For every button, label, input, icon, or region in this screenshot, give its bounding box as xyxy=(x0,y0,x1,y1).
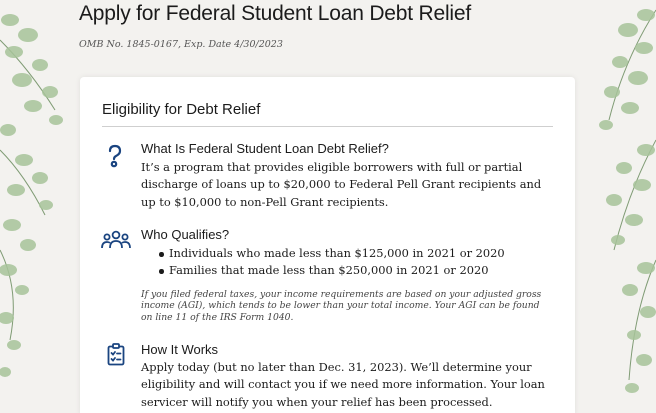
list-item: Families that made less than $250,000 in 2021 or 2020 xyxy=(141,262,505,279)
block-text-how-it-works: Apply today (but no later than Dec. 31, 2023). We’ll determine your eligibility and will contact you if we need more information. Your loan servicer will notify you when your relief has been processed. xyxy=(141,360,545,409)
agi-note: If you filed federal taxes, your income requirements are based on your adjusted gross income (AGI), which tends to be lower than your total income. Your AGI can be found on line 11 of the IRS Form 1040. xyxy=(141,289,542,323)
question-mark-icon xyxy=(106,144,124,172)
page-title: Apply for Federal Student Loan Debt Relief xyxy=(79,2,472,25)
block-heading-what-is: What Is Federal Student Loan Debt Relief? xyxy=(141,141,389,156)
list-item: Individuals who made less than $125,000 in 2021 or 2020 xyxy=(141,245,505,262)
section-title: Eligibility for Debt Relief xyxy=(102,101,261,118)
people-group-icon xyxy=(101,230,131,254)
eligibility-card xyxy=(80,77,575,413)
qualification-list xyxy=(141,245,505,280)
eucalyptus-decoration-left xyxy=(0,0,70,413)
omb-number: OMB No. 1845-0167, Exp. Date 4/30/2023 xyxy=(79,39,283,50)
section-divider xyxy=(102,126,553,127)
eucalyptus-decoration-right xyxy=(584,0,656,413)
clipboard-checklist-icon xyxy=(107,343,125,370)
block-heading-how-it-works: How It Works xyxy=(141,342,219,357)
block-text-what-is: It’s a program that provides eligible borrowers with full or partial discharge of loans up to $20,000 to Federal Pell Grant recipients and up to $10,000 to non-Pell Grant recipients. xyxy=(141,160,542,209)
block-heading-who-qualifies: Who Qualifies? xyxy=(141,227,230,242)
